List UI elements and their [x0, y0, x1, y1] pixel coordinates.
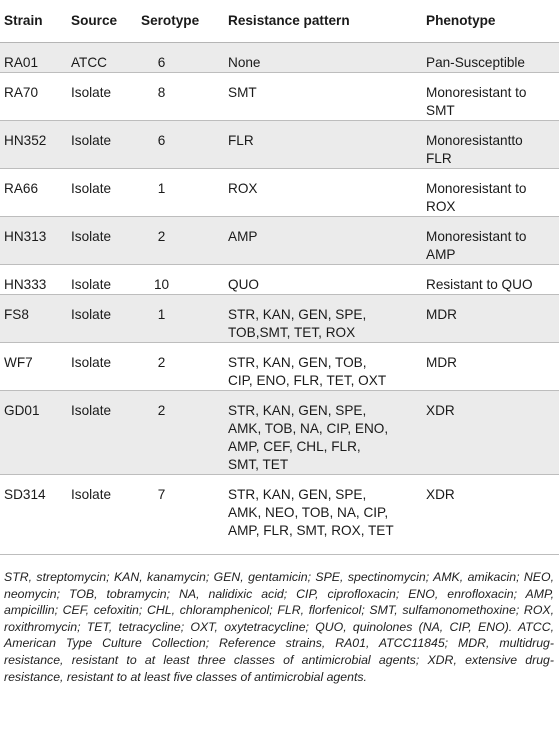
cell-resistance-pattern — [224, 390, 422, 474]
cell-phenotype — [422, 42, 559, 72]
cell-source-text: Isolate — [71, 306, 112, 322]
cell-serotype-text: 2 — [157, 402, 166, 418]
header-source: Source — [67, 0, 137, 42]
cell-phenotype — [422, 294, 559, 342]
cell-strain — [0, 120, 67, 168]
cell-strain-text: RA01 — [4, 54, 39, 70]
table-row — [0, 120, 559, 168]
table-row — [0, 42, 559, 72]
cell-source — [67, 390, 137, 474]
cell-source — [67, 72, 137, 120]
table-row — [0, 342, 559, 390]
cell-resistance-pattern-text: QUO — [228, 276, 259, 292]
header-strain: Strain — [0, 0, 67, 42]
cell-source — [67, 264, 137, 294]
cell-serotype — [137, 474, 224, 554]
cell-phenotype-text: XDR — [426, 486, 455, 502]
cell-source-text: Isolate — [71, 402, 112, 418]
cell-phenotype-text: MDR — [426, 354, 457, 370]
cell-phenotype-text: Monoresistant to ROX — [426, 180, 527, 214]
cell-serotype — [137, 42, 224, 72]
cell-phenotype — [422, 168, 559, 216]
cell-serotype — [137, 72, 224, 120]
cell-serotype-text: 2 — [157, 354, 166, 370]
cell-serotype — [137, 342, 224, 390]
cell-serotype — [137, 168, 224, 216]
cell-strain — [0, 474, 67, 554]
header-serotype: Serotype — [137, 0, 224, 42]
cell-strain-text: HN352 — [4, 132, 47, 148]
cell-serotype — [137, 294, 224, 342]
cell-phenotype-text: Resistant to QUO — [426, 276, 533, 292]
cell-source — [67, 216, 137, 264]
cell-resistance-pattern — [224, 42, 422, 72]
cell-strain — [0, 390, 67, 474]
cell-phenotype-text: XDR — [426, 402, 455, 418]
cell-source — [67, 342, 137, 390]
cell-strain-text: HN313 — [4, 228, 47, 244]
table-row — [0, 168, 559, 216]
cell-source-text: Isolate — [71, 84, 112, 100]
cell-phenotype — [422, 216, 559, 264]
cell-resistance-pattern-text: AMP — [228, 228, 258, 244]
cell-serotype-text: 1 — [157, 306, 166, 322]
cell-serotype — [137, 216, 224, 264]
cell-source-text: Isolate — [71, 228, 112, 244]
cell-phenotype — [422, 342, 559, 390]
cell-strain-text: FS8 — [4, 306, 29, 322]
cell-source-text: Isolate — [71, 180, 112, 196]
cell-resistance-pattern-text: STR, KAN, GEN, SPE, AMK, NEO, TOB, NA, CIP, AMP, FLR, SMT, ROX, TET — [228, 486, 394, 538]
cell-resistance-pattern — [224, 342, 422, 390]
cell-strain-text: HN333 — [4, 276, 47, 292]
table-footnote: STR, streptomycin; KAN, kanamycin; GEN, gentamicin; SPE, spectinomycin; AMK, amikacin; NEO, neomycin; TOB, tobramycin; NA, nalidixic acid; CIP, ciprofloxacin; ENO, enrofloxacin; AMP, ampicillin; CEF, cefoxitin; CHL, chloramphenicol; FLR, florfenicol; SMT, sulfamonomethoxine; ROX, roxithromycin; TET, tetracycline; OXT, oxytetracycline; QUO, quinolones (NA, CIP, ENO). ATCC, American Type Culture Collection; Reference strains, RA01, ATCC11845; MDR, multidrug-resistance, resistant to at least three classes of antimicrobial agents; XDR, extensive drug-resistance, resistant to at least five classes of antimicrobial agents. — [4, 570, 554, 684]
cell-phenotype-text: MDR — [426, 306, 457, 322]
cell-resistance-pattern — [224, 120, 422, 168]
cell-resistance-pattern — [224, 168, 422, 216]
cell-resistance-pattern-text: ROX — [228, 180, 258, 196]
cell-source-text: Isolate — [71, 354, 112, 370]
cell-source-text: Isolate — [71, 132, 112, 148]
cell-source — [67, 168, 137, 216]
cell-resistance-pattern — [224, 474, 422, 554]
cell-phenotype-text: Pan-Susceptible — [426, 54, 525, 70]
cell-serotype — [137, 264, 224, 294]
cell-serotype-text: 10 — [153, 276, 170, 292]
table-row — [0, 474, 559, 554]
cell-resistance-pattern — [224, 216, 422, 264]
cell-phenotype — [422, 120, 559, 168]
cell-serotype-text: 6 — [157, 132, 166, 148]
cell-source — [67, 42, 137, 72]
cell-resistance-pattern — [224, 264, 422, 294]
cell-resistance-pattern-text: None — [228, 54, 261, 70]
table-row — [0, 72, 559, 120]
cell-strain — [0, 294, 67, 342]
cell-strain — [0, 168, 67, 216]
cell-strain — [0, 342, 67, 390]
cell-strain — [0, 216, 67, 264]
cell-source-text: Isolate — [71, 486, 112, 502]
cell-phenotype — [422, 474, 559, 554]
cell-serotype — [137, 390, 224, 474]
cell-phenotype — [422, 72, 559, 120]
cell-strain-text: RA70 — [4, 84, 39, 100]
cell-resistance-pattern-text: FLR — [228, 132, 254, 148]
cell-source — [67, 294, 137, 342]
cell-strain-text: SD314 — [4, 486, 46, 502]
cell-strain-text: GD01 — [4, 402, 40, 418]
cell-serotype-text: 1 — [157, 180, 166, 196]
cell-resistance-pattern — [224, 72, 422, 120]
cell-resistance-pattern-text: STR, KAN, GEN, TOB, CIP, ENO, FLR, TET, OXT — [228, 354, 387, 388]
cell-strain — [0, 42, 67, 72]
cell-phenotype — [422, 264, 559, 294]
cell-source-text: Isolate — [71, 276, 112, 292]
cell-phenotype-text: Monoresistant to SMT — [426, 84, 527, 118]
table-header-row — [0, 0, 559, 42]
cell-strain — [0, 72, 67, 120]
table-body — [0, 42, 559, 554]
cell-phenotype-text: Monoresistantto FLR — [426, 132, 523, 166]
cell-serotype-text: 6 — [157, 54, 166, 70]
cell-resistance-pattern-text: SMT — [228, 84, 257, 100]
cell-source — [67, 474, 137, 554]
cell-strain — [0, 264, 67, 294]
cell-strain-text: RA66 — [4, 180, 39, 196]
cell-serotype-text: 8 — [157, 84, 166, 100]
cell-phenotype-text: Monoresistant to AMP — [426, 228, 527, 262]
cell-serotype — [137, 120, 224, 168]
table-row — [0, 390, 559, 474]
header-resistance-pattern: Resistance pattern — [224, 0, 422, 42]
cell-serotype-text: 2 — [157, 228, 166, 244]
table-row — [0, 264, 559, 294]
header-phenotype: Phenotype — [422, 0, 559, 42]
cell-resistance-pattern-text: STR, KAN, GEN, SPE, AMK, TOB, NA, CIP, ENO, AMP, CEF, CHL, FLR, SMT, TET — [228, 402, 389, 472]
cell-phenotype — [422, 390, 559, 474]
cell-source — [67, 120, 137, 168]
cell-strain-text: WF7 — [4, 354, 33, 370]
cell-resistance-pattern — [224, 294, 422, 342]
table-row — [0, 294, 559, 342]
cell-resistance-pattern-text: STR, KAN, GEN, SPE, TOB,SMT, TET, ROX — [228, 306, 367, 340]
cell-source-text: ATCC — [71, 54, 107, 70]
table-row — [0, 216, 559, 264]
cell-serotype-text: 7 — [157, 486, 166, 502]
